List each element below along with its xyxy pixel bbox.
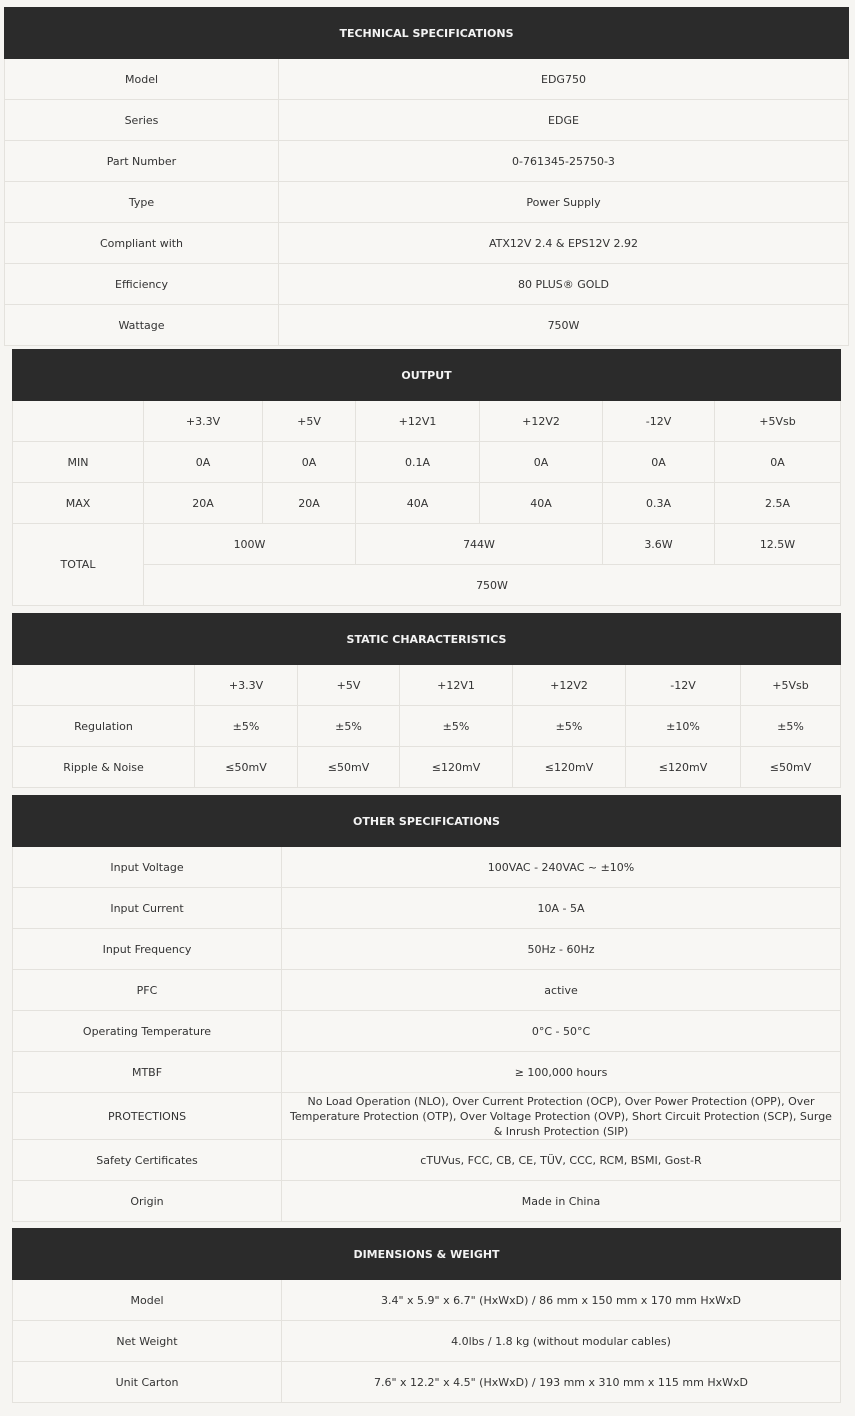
ripple-noise-label: Ripple & Noise bbox=[13, 747, 195, 788]
technical-specifications-header: TECHNICAL SPECIFICATIONS bbox=[5, 8, 849, 59]
rail-12v1: +12V1 bbox=[400, 665, 513, 706]
output-header: OUTPUT bbox=[13, 350, 841, 401]
min-label: MIN bbox=[13, 442, 144, 483]
spec-value: ≥ 100,000 hours bbox=[282, 1052, 841, 1093]
spec-value: 80 PLUS® GOLD bbox=[279, 264, 849, 305]
empty-cell bbox=[13, 665, 195, 706]
spec-value: 4.0lbs / 1.8 kg (without modular cables) bbox=[282, 1321, 841, 1362]
empty-cell bbox=[13, 401, 144, 442]
spec-value: ATX12V 2.4 & EPS12V 2.92 bbox=[279, 223, 849, 264]
other-specifications-table bbox=[12, 795, 841, 1222]
max-value: 40A bbox=[480, 483, 603, 524]
ripple-noise-row bbox=[13, 747, 841, 788]
rail-header-row bbox=[13, 665, 841, 706]
table-row bbox=[13, 1362, 841, 1403]
table-row bbox=[13, 1280, 841, 1321]
table-row bbox=[13, 847, 841, 888]
spec-label: Input Frequency bbox=[13, 929, 282, 970]
table-row bbox=[13, 929, 841, 970]
min-value: 0A bbox=[603, 442, 715, 483]
ripple-value: ≤120mV bbox=[400, 747, 513, 788]
spec-value: active bbox=[282, 970, 841, 1011]
total-neg12v: 3.6W bbox=[603, 524, 715, 565]
spec-label: Origin bbox=[13, 1181, 282, 1222]
table-row bbox=[5, 59, 849, 100]
rail-12v1: +12V1 bbox=[356, 401, 480, 442]
rail-5vsb: +5Vsb bbox=[715, 401, 841, 442]
rail-5vsb: +5Vsb bbox=[741, 665, 841, 706]
table-row bbox=[5, 223, 849, 264]
table-row bbox=[13, 1181, 841, 1222]
max-row bbox=[13, 483, 841, 524]
min-value: 0A bbox=[263, 442, 356, 483]
dimensions-weight-table bbox=[12, 1228, 841, 1403]
regulation-label: Regulation bbox=[13, 706, 195, 747]
table-row bbox=[13, 1093, 841, 1140]
table-row bbox=[5, 264, 849, 305]
total-label: TOTAL bbox=[13, 524, 144, 606]
spec-value: Made in China bbox=[282, 1181, 841, 1222]
table-row bbox=[13, 1321, 841, 1362]
table-row bbox=[5, 182, 849, 223]
table-row bbox=[13, 888, 841, 929]
max-value: 2.5A bbox=[715, 483, 841, 524]
output-table bbox=[12, 349, 841, 606]
table-row bbox=[13, 1052, 841, 1093]
max-label: MAX bbox=[13, 483, 144, 524]
max-value: 20A bbox=[263, 483, 356, 524]
regulation-value: ±5% bbox=[400, 706, 513, 747]
spec-label: PROTECTIONS bbox=[13, 1093, 282, 1140]
spec-label: Input Voltage bbox=[13, 847, 282, 888]
spec-label: Model bbox=[13, 1280, 282, 1321]
spec-value: EDGE bbox=[279, 100, 849, 141]
table-row bbox=[13, 970, 841, 1011]
min-value: 0.1A bbox=[356, 442, 480, 483]
spec-value: 10A - 5A bbox=[282, 888, 841, 929]
min-value: 0A bbox=[144, 442, 263, 483]
spec-label: Type bbox=[5, 182, 279, 223]
rail-12v2: +12V2 bbox=[513, 665, 626, 706]
total-12v: 744W bbox=[356, 524, 603, 565]
spec-label: Model bbox=[5, 59, 279, 100]
spec-value: 7.6" x 12.2" x 4.5" (HxWxD) / 193 mm x 310 mm x 115 mm HxWxD bbox=[282, 1362, 841, 1403]
max-value: 40A bbox=[356, 483, 480, 524]
spec-value: No Load Operation (NLO), Over Current Protection (OCP), Over Power Protection (OPP), Over Temperature Protection (OTP), Over Voltage Protection (OVP), Short Circuit Protection (SCP), Surge & Inrush Protection (SIP) bbox=[282, 1093, 841, 1140]
static-characteristics-header: STATIC CHARACTERISTICS bbox=[13, 614, 841, 665]
ripple-value: ≤50mV bbox=[298, 747, 400, 788]
spec-label: Part Number bbox=[5, 141, 279, 182]
rail-neg12v: -12V bbox=[626, 665, 741, 706]
spec-value: Power Supply bbox=[279, 182, 849, 223]
table-row bbox=[5, 100, 849, 141]
regulation-row bbox=[13, 706, 841, 747]
rail-5v: +5V bbox=[298, 665, 400, 706]
regulation-value: ±5% bbox=[513, 706, 626, 747]
regulation-value: ±5% bbox=[741, 706, 841, 747]
min-value: 0A bbox=[715, 442, 841, 483]
spec-label: MTBF bbox=[13, 1052, 282, 1093]
min-value: 0A bbox=[480, 442, 603, 483]
total-all: 750W bbox=[144, 565, 841, 606]
technical-specifications-table bbox=[4, 7, 849, 346]
static-characteristics-table bbox=[12, 613, 841, 788]
regulation-value: ±10% bbox=[626, 706, 741, 747]
total-row bbox=[13, 524, 841, 565]
spec-label: Efficiency bbox=[5, 264, 279, 305]
rail-3v3: +3.3V bbox=[144, 401, 263, 442]
spec-label: Input Current bbox=[13, 888, 282, 929]
min-row bbox=[13, 442, 841, 483]
rail-5v: +5V bbox=[263, 401, 356, 442]
ripple-value: ≤120mV bbox=[513, 747, 626, 788]
spec-label: Series bbox=[5, 100, 279, 141]
table-row bbox=[5, 305, 849, 346]
spec-label: Net Weight bbox=[13, 1321, 282, 1362]
spec-label: Wattage bbox=[5, 305, 279, 346]
spec-label: Unit Carton bbox=[13, 1362, 282, 1403]
dimensions-weight-header: DIMENSIONS & WEIGHT bbox=[13, 1229, 841, 1280]
regulation-value: ±5% bbox=[298, 706, 400, 747]
ripple-value: ≤50mV bbox=[195, 747, 298, 788]
spec-value: cTUVus, FCC, CB, CE, TÜV, CCC, RCM, BSMI, Gost-R bbox=[282, 1140, 841, 1181]
ripple-value: ≤50mV bbox=[741, 747, 841, 788]
spec-value: 100VAC - 240VAC ~ ±10% bbox=[282, 847, 841, 888]
spec-label: PFC bbox=[13, 970, 282, 1011]
spec-value: 750W bbox=[279, 305, 849, 346]
spec-value: 50Hz - 60Hz bbox=[282, 929, 841, 970]
rail-header-row bbox=[13, 401, 841, 442]
max-value: 0.3A bbox=[603, 483, 715, 524]
table-row bbox=[13, 1011, 841, 1052]
spec-label: Compliant with bbox=[5, 223, 279, 264]
spec-value: EDG750 bbox=[279, 59, 849, 100]
rail-neg12v: -12V bbox=[603, 401, 715, 442]
rail-3v3: +3.3V bbox=[195, 665, 298, 706]
table-row bbox=[13, 1140, 841, 1181]
spec-label: Operating Temperature bbox=[13, 1011, 282, 1052]
other-specifications-header: OTHER SPECIFICATIONS bbox=[13, 796, 841, 847]
spec-value: 0-761345-25750-3 bbox=[279, 141, 849, 182]
total-3v3-5v: 100W bbox=[144, 524, 356, 565]
max-value: 20A bbox=[144, 483, 263, 524]
regulation-value: ±5% bbox=[195, 706, 298, 747]
total-5vsb: 12.5W bbox=[715, 524, 841, 565]
spec-value: 0°C - 50°C bbox=[282, 1011, 841, 1052]
ripple-value: ≤120mV bbox=[626, 747, 741, 788]
table-row bbox=[5, 141, 849, 182]
spec-value: 3.4" x 5.9" x 6.7" (HxWxD) / 86 mm x 150 mm x 170 mm HxWxD bbox=[282, 1280, 841, 1321]
rail-12v2: +12V2 bbox=[480, 401, 603, 442]
spec-label: Safety Certificates bbox=[13, 1140, 282, 1181]
